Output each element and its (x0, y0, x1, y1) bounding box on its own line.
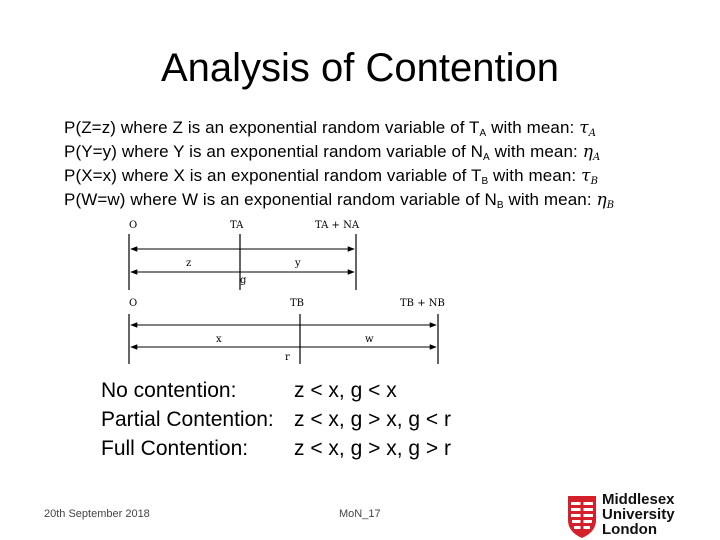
timeline-diagram (118, 214, 448, 370)
timeline-a (129, 220, 360, 290)
y-label: y (295, 258, 301, 269)
footer-date: 20th September 2018 (44, 508, 150, 520)
definition-w: P(W=w) where W is an exponential random variable of $N_B$ with mean: $\eta_B$ (64, 190, 615, 211)
condition-none: No contention: z < x, g < x (101, 379, 397, 402)
condition-full: Full Contention: z < x, g > x, g > r (101, 437, 451, 460)
definitions-block (64, 116, 614, 212)
z-label: z (186, 258, 192, 269)
origin-label-b: O (129, 298, 138, 309)
condition-partial: Partial Contention: z < x, g > x, g < r (101, 408, 451, 431)
timeline-b (129, 298, 445, 364)
tb-label: TB (290, 298, 305, 309)
x-label: x (216, 334, 222, 345)
w-label: w (365, 334, 374, 345)
ta-na-label: TA + NA (315, 220, 360, 231)
definition-z: P(Z=z) where Z is an exponential random variable of $T_A$ with mean: $\tau_A$ (64, 118, 597, 139)
logo-text: Middlesex University London (602, 491, 675, 538)
origin-label-a: O (129, 220, 138, 231)
r-label: r (285, 352, 290, 363)
definition-y: P(Y=y) where Y is an exponential random variable of $N_A$ with mean: $\eta_A$ (64, 142, 601, 163)
ta-label: TA (230, 220, 244, 231)
slide-title: Analysis of Contention (160, 46, 559, 90)
footer-slide-id: MoN_17 (339, 508, 381, 520)
conditions-block (101, 376, 451, 463)
logo-shield-icon (568, 496, 596, 538)
tb-nb-label: TB + NB (400, 298, 445, 309)
g-label: g (240, 275, 247, 286)
definition-x: P(X=x) where X is an exponential random variable of $T_B$ with mean: $\tau_B$ (64, 166, 599, 187)
